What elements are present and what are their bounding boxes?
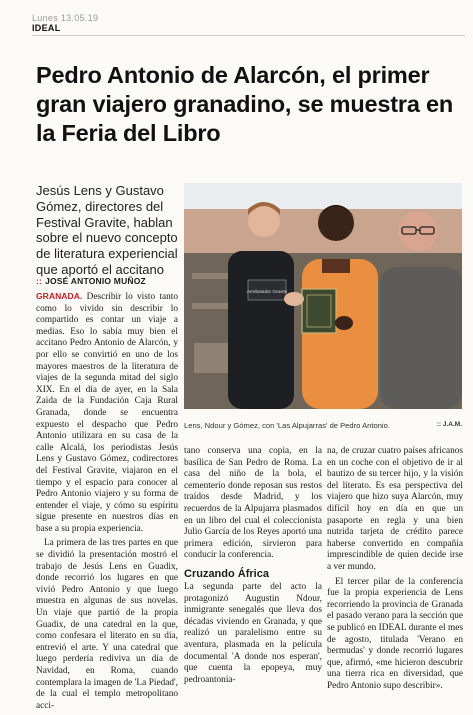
article-photo	[184, 183, 462, 409]
book-las-alpujarras	[302, 289, 336, 333]
byline	[36, 276, 186, 286]
body-paragraph: La primera de las tres partes en que se dividió la presentación mostró el trabajo de Jesús Lens en Guadix, donde recorrió los lugares en que vivió Pedro Antonio y que luego muestra en algunas de sus novelas. Un viaje que partió de la propia Guadix, de una catedral en la que, como confesara el literato en su día, entrevió el arte. Y una catedral que luego perdería rediviva un día de Navidad, en Roma, cuando contemplara la imagen de 'La Piedad', de la cual el templo metropolitano acci-	[36, 538, 178, 711]
photo-caption	[184, 421, 462, 430]
body-paragraph: El tercer pilar de la conferencia fue la propia experiencia de Lens recorriendo la provincia de Granada el pasado verano para la sección que se publicó en IDEAL durante el mes de agosto, titulada 'Verano en bermudas' y donde recorrió lugares que, afirmó, «me hicieron descubrir una tierra rica en diversidad, que Pedro Antonio supo describir».	[327, 576, 463, 691]
body-paragraph: tano conserva una copia, en la basílica de San Pedro de Roma. La casa del niño de la bola, el cementerio donde reposan sus restos traídos desde Madrid, y los recuerdos de la Alpujarra plasmados en un libro del cual el coleccionista Julio García de los Reyes aportó una primera edición, sirvieron para conducir la conferencia.	[184, 446, 322, 561]
header-rule	[32, 35, 465, 36]
section-heading: Cruzando África	[184, 567, 269, 580]
subhead: Jesús Lens y Gustavo Gómez, directores del Festival Gravite, hablan sobre el nuevo concepto de literatura experiencial que aportó el accitano	[36, 183, 178, 277]
byline-author: JOSÉ ANTONIO MUÑOZ	[45, 276, 146, 286]
headline: Pedro Antonio de Alarcón, el primer gran viajero granadino, se muestra en la Feria del Libro	[36, 62, 454, 146]
body-column-1	[36, 291, 178, 715]
body-paragraph: na, de cruzar cuatro países africanos en un coche con el objetivo de ir al bautizo de su tercer hijo, y la visión del literato. Es esa perspectiva del viajero que hizo suya Alarcón, muy difícil hoy en día en que un pasaporte en regla y una bien nutrida tarjeta de crédito parece haberse convertido en compañía imprescindible de quien decide irse a ver mundo.	[327, 446, 463, 572]
byline-mark: ::	[36, 276, 43, 286]
photo-credit: :: J.A.M.	[436, 421, 462, 428]
shirt-print: Arrebatador Gravite	[246, 289, 288, 294]
body-column-2	[184, 446, 322, 689]
paragraph-text: Describir lo visto tanto como lo vivido sin describir lo compartido es contar un viaje a medias. Eso lo sabía muy bien el accitano Pedro Antonio de Alarcón, y por ello se convirtió en uno de los mayores maestros de la literatura de viajes de la segunda mitad del siglo XIX. En el día de ayer, en la Sala Zaida de la Fundación Caja Rural Granada, donde se encuentra expuesto el despacho que Pedro Antonio utilizara en su casa de la calle Alcalá, los periodistas Jesús Lens y Gustavo Gómez, codirectores del Festival Gravite, viajaron en el tiempo y el espacio para conocer al Pedro Antonio viajero y su forma de entender el viaje, y cómo su espíritu sigue presente en nuestros días en base a su propia experiencia.	[36, 292, 178, 534]
date-line: Lunes 13.05.19	[32, 13, 99, 23]
caption-text: Lens, Ndour y Gómez, con 'Las Alpujarras' de Pedro Antonio.	[184, 421, 390, 430]
body-paragraph	[36, 291, 178, 535]
publication-name: IDEAL	[32, 23, 61, 33]
photo-sky	[184, 183, 462, 209]
photo-illustration	[184, 183, 462, 409]
body-paragraph: La segunda parte del acto la protagonizó Augustin Ndour, inmigrante senegalés que lleva dos décadas viviendo en Granada, y que realizó un paralelismo entre su aventura, plasmada en la película documental 'A donde nos esperan', que cuenta la epopeya, muy pedroantonia-	[184, 581, 322, 685]
body-column-3	[327, 446, 463, 695]
dateline-city: GRANADA.	[36, 291, 83, 301]
